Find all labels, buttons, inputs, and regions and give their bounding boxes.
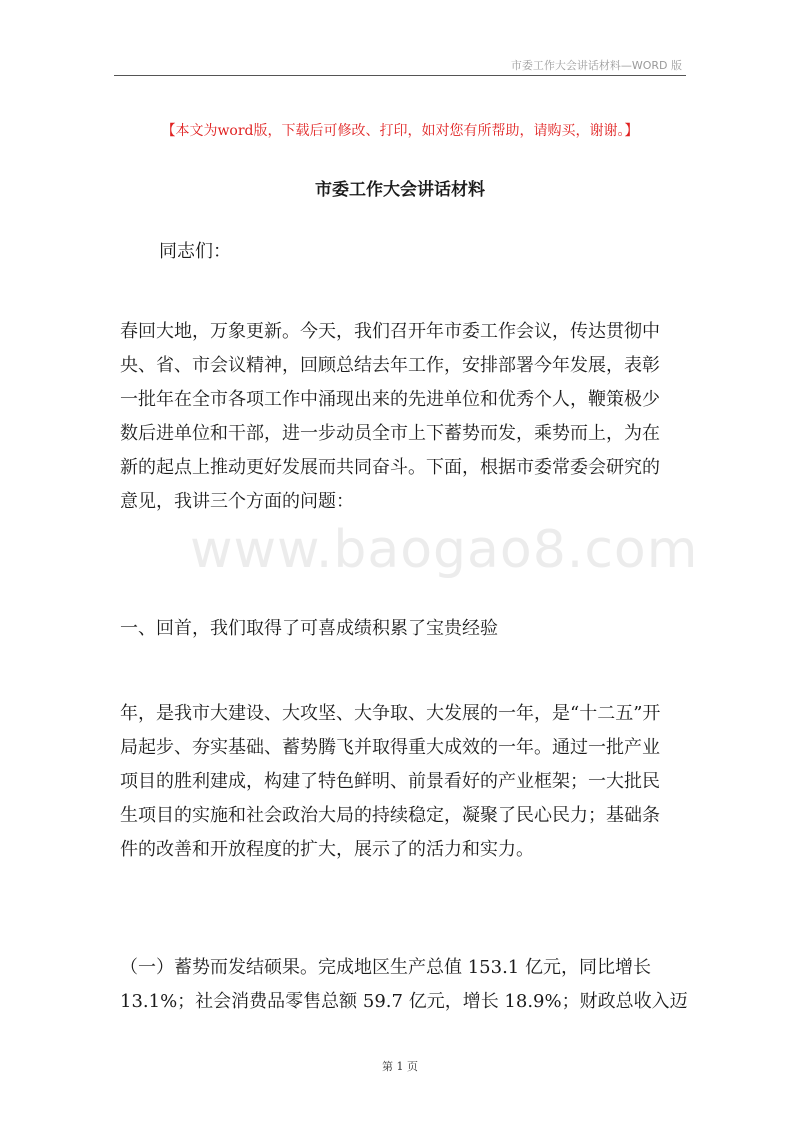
text-line: 一、回首，我们取得了可喜成绩积累了宝贵经验 [120, 618, 498, 639]
paragraph-review [120, 697, 690, 867]
paragraph-results [120, 951, 690, 1019]
header-text: 市委工作大会讲话材料—WORD 版 [510, 59, 682, 72]
text-line: 意见，我讲三个方面的问题： [120, 491, 354, 512]
text-line: 年，是我市大建设、大攻坚、大争取、大发展的一年，是“十二五”开 [120, 703, 661, 724]
text-line: 生项目的实施和社会政治大局的持续稳定，凝聚了民心民力；基础条 [120, 805, 660, 826]
purchase-notice: 【本文为word版，下载后可修改、打印，如对您有所帮助，请购买，谢谢。】 [161, 123, 639, 139]
paragraph-intro [120, 315, 690, 519]
text-line: 局起步、夯实基础、蓄势腾飞并取得重大成效的一年。通过一批产业 [120, 737, 660, 758]
text-line: 一批年在全市各项工作中涌现出来的先进单位和优秀个人，鞭策极少 [120, 389, 660, 410]
text-line: 件的改善和开放程度的扩大，展示了的活力和实力。 [120, 839, 534, 860]
page-number: 第 1 页 [382, 1060, 418, 1073]
document-title: 市委工作大会讲话材料 [315, 180, 485, 200]
watermark: www.baogao8.com [190, 520, 699, 580]
text-line: 13.1%；社会消费品零售总额 59.7 亿元，增长 18.9%；财政总收入迈 [120, 991, 688, 1012]
greeting: 同志们： [159, 241, 231, 262]
text-line: 数后进单位和干部，进一步动员全市上下蓄势而发，乘势而上，为在 [120, 423, 660, 444]
text-line: 央、省、市会议精神，回顾总结去年工作，安排部署今年发展，表彰 [120, 355, 660, 376]
text-line: （一）蓄势而发结硕果。完成地区生产总值 153.1 亿元，同比增长 [120, 957, 651, 978]
header-rule [114, 75, 686, 76]
section-heading-1 [120, 612, 690, 646]
text-line: 项目的胜利建成，构建了特色鲜明、前景看好的产业框架；一大批民 [120, 771, 660, 792]
text-line: 新的起点上推动更好发展而共同奋斗。下面，根据市委常委会研究的 [120, 457, 660, 478]
text-line: 春回大地，万象更新。今天，我们召开年市委工作会议，传达贯彻中 [120, 321, 660, 342]
